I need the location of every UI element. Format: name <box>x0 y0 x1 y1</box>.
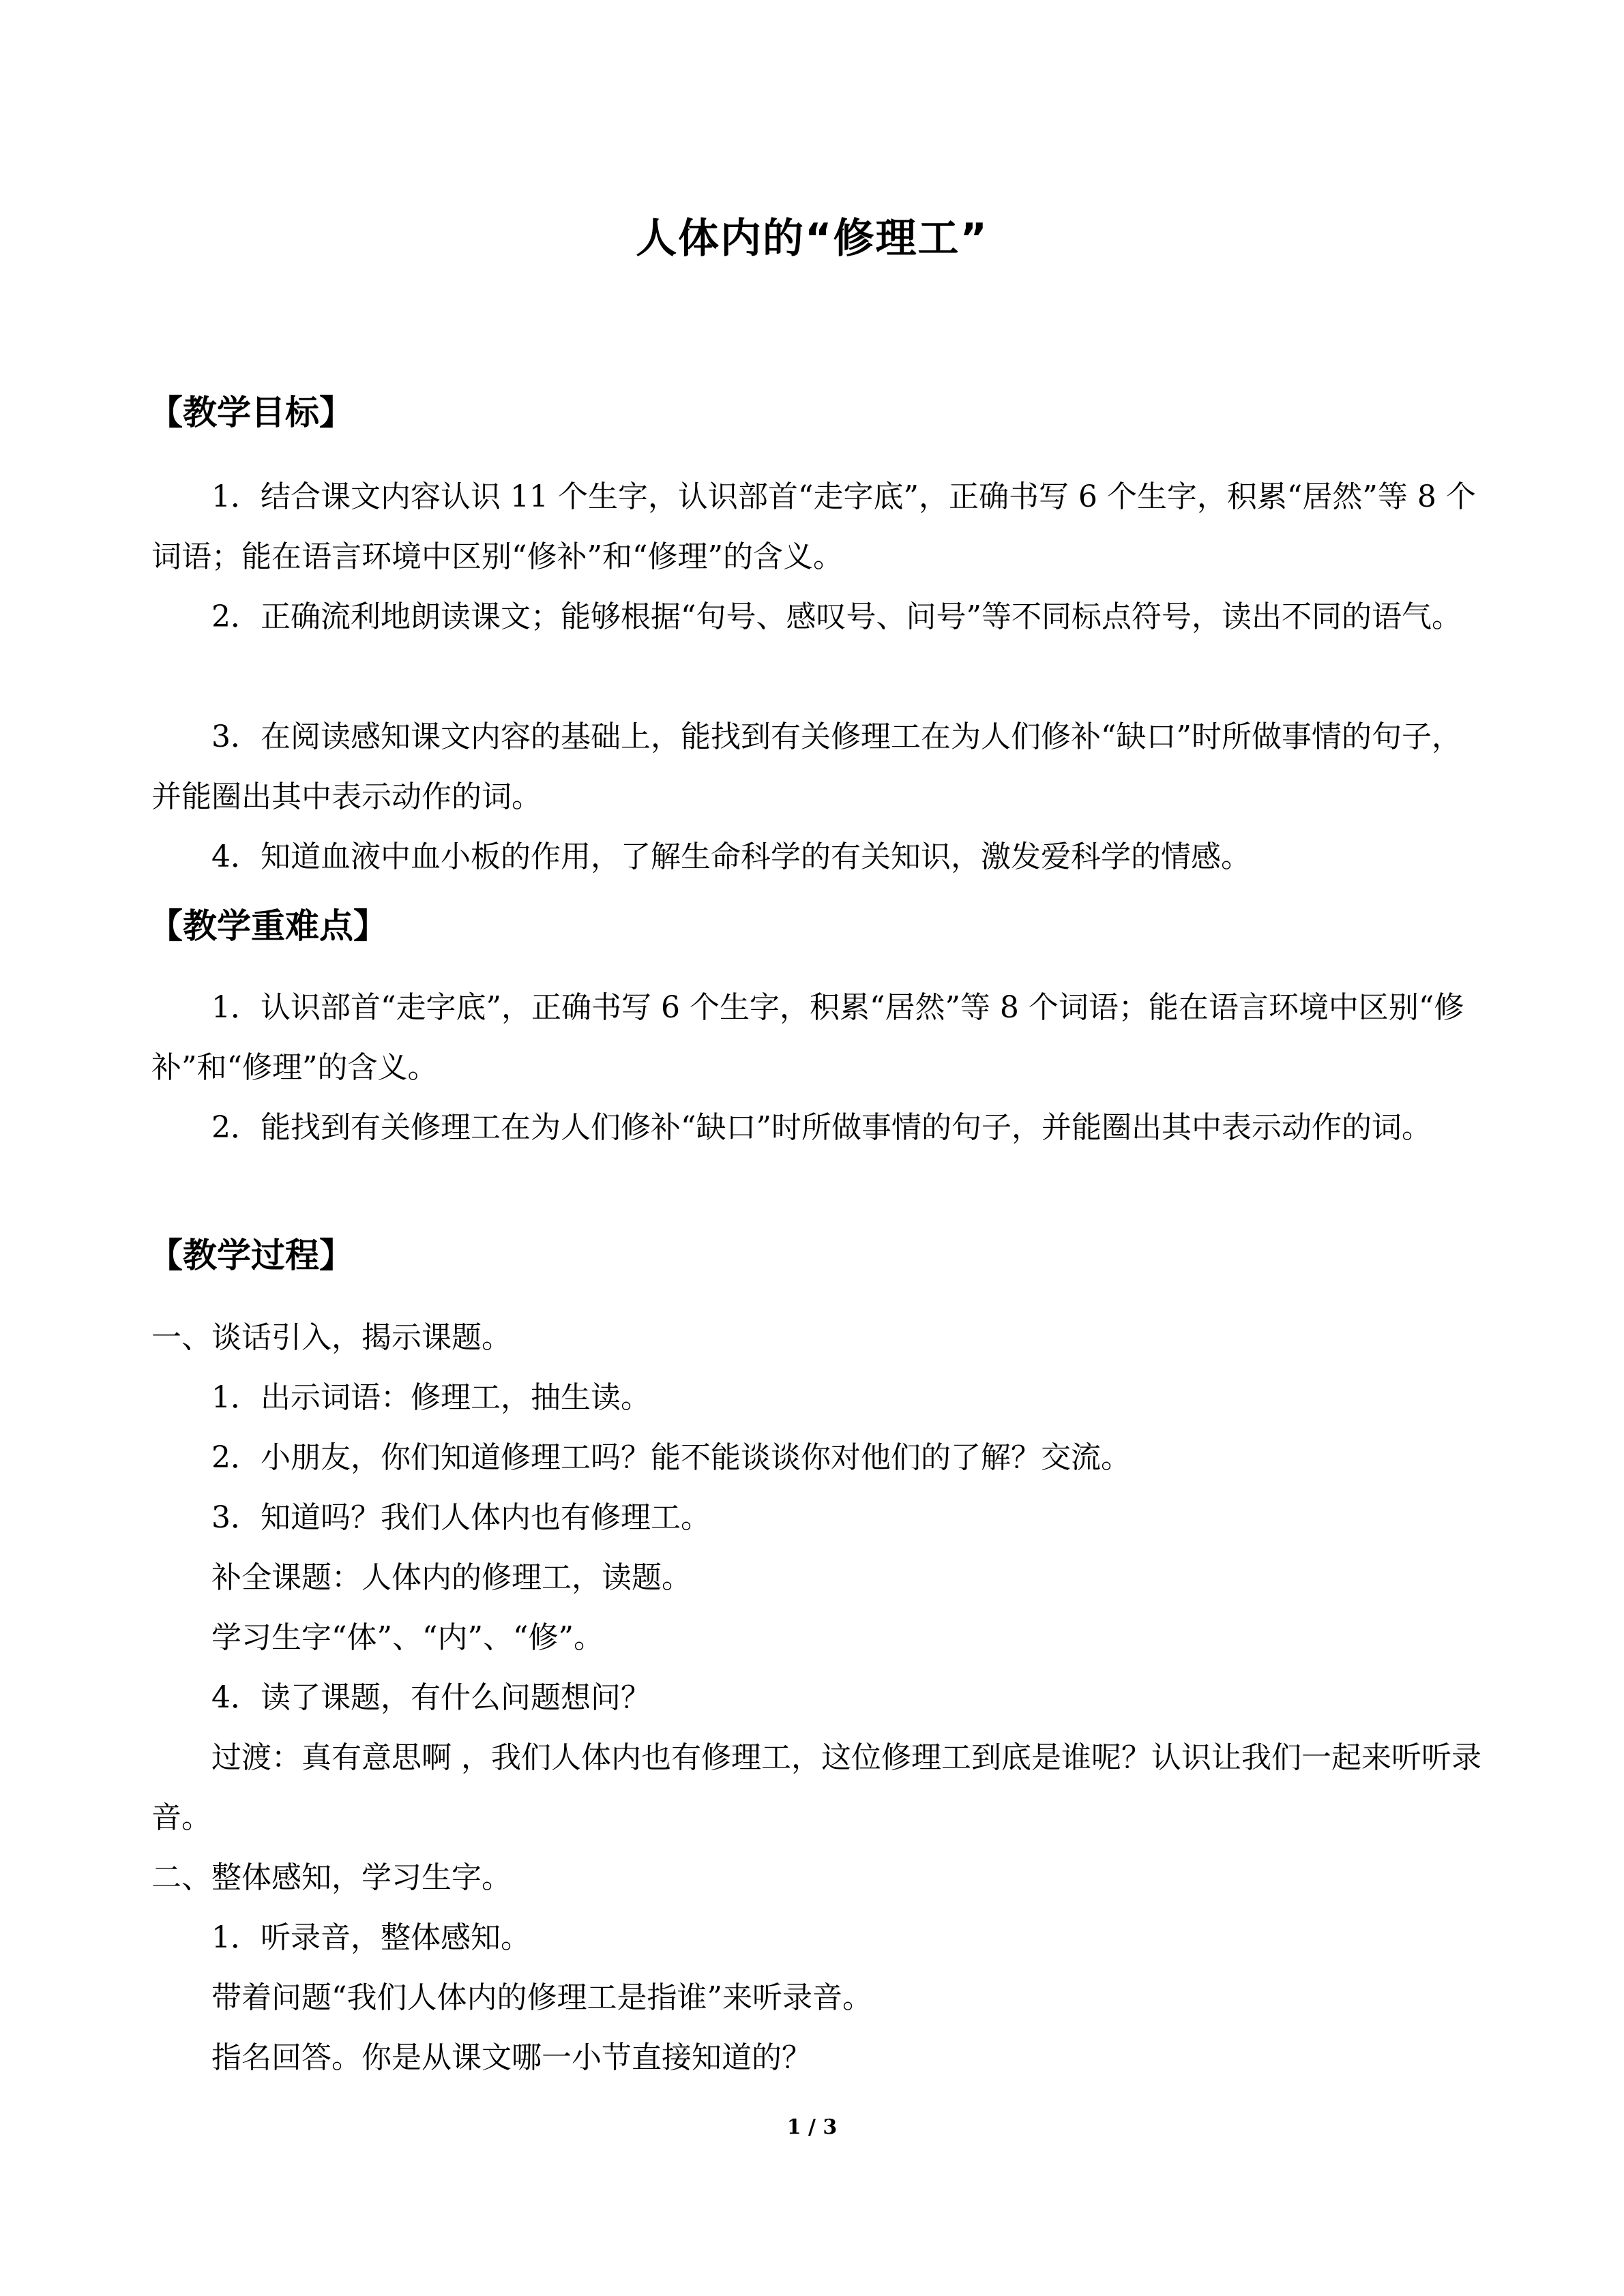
process-line: 指名回答。你是从课文哪一小节直接知道的？ <box>211 2040 812 2075</box>
document-title: 人体内的“修理工” <box>636 215 988 263</box>
heading-objectives: 【教学目标】 <box>149 393 353 432</box>
key-point-item-2: 2．能找到有关修理工在为人们修补“缺口”时所做事情的句子，并能圈出其中表示动作的词。 <box>211 1110 1432 1145</box>
process-line: 带着问题“我们人体内的修理工是指谁”来听录音。 <box>211 1980 872 2015</box>
key-point-item-1: 1．认识部首“走字底”，正确书写 6 个生字，积累“居然”等 8 个词语；能在语言环境中区别“修补”和“修理”的含义。 <box>151 990 1464 1085</box>
objective-item-2: 2．正确流利地朗读课文；能够根据“句号、感叹号、问号”等不同标点符号，读出不同的语气。 <box>211 599 1462 634</box>
page-number: 1 / 3 <box>786 2115 838 2139</box>
process-part2-title: 二、整体感知，学习生字。 <box>151 1860 512 1895</box>
process-line: 1．听录音，整体感知。 <box>211 1920 531 1955</box>
process-part1-title: 一、谈话引入，揭示课题。 <box>151 1320 512 1355</box>
objective-item-3: 3．在阅读感知课文内容的基础上，能找到有关修理工在为人们修补“缺口”时所做事情的句子，并能圈出其中表示动作的词。 <box>151 719 1462 814</box>
process-line: 3．知道吗？我们人体内也有修理工。 <box>211 1500 711 1535</box>
process-line: 补全课题：人体内的修理工，读题。 <box>211 1560 692 1595</box>
heading-key-points: 【教学重难点】 <box>149 906 387 946</box>
process-line: 4．读了课题，有什么问题想问？ <box>211 1680 651 1715</box>
process-transition: 过渡：真有意思啊 ，我们人体内也有修理工，这位修理工到底是谁呢？认识让我们一起来听听录音。 <box>151 1740 1481 1835</box>
objective-item-1: 1．结合课文内容认识 11 个生字，认识部首“走字底”，正确书写 6 个生字，积累“居然”等 8 个词语；能在语言环境中区别“修补”和“修理”的含义。 <box>151 479 1476 574</box>
process-line: 1．出示词语：修理工，抽生读。 <box>211 1380 651 1415</box>
process-line: 2．小朋友，你们知道修理工吗？能不能谈谈你对他们的了解？交流。 <box>211 1440 1131 1475</box>
process-line: 学习生字“体”、“内”、“修”。 <box>211 1620 604 1655</box>
heading-process: 【教学过程】 <box>149 1236 353 1275</box>
objective-item-4: 4．知道血液中血小板的作用，了解生命科学的有关知识，激发爱科学的情感。 <box>211 839 1251 874</box>
